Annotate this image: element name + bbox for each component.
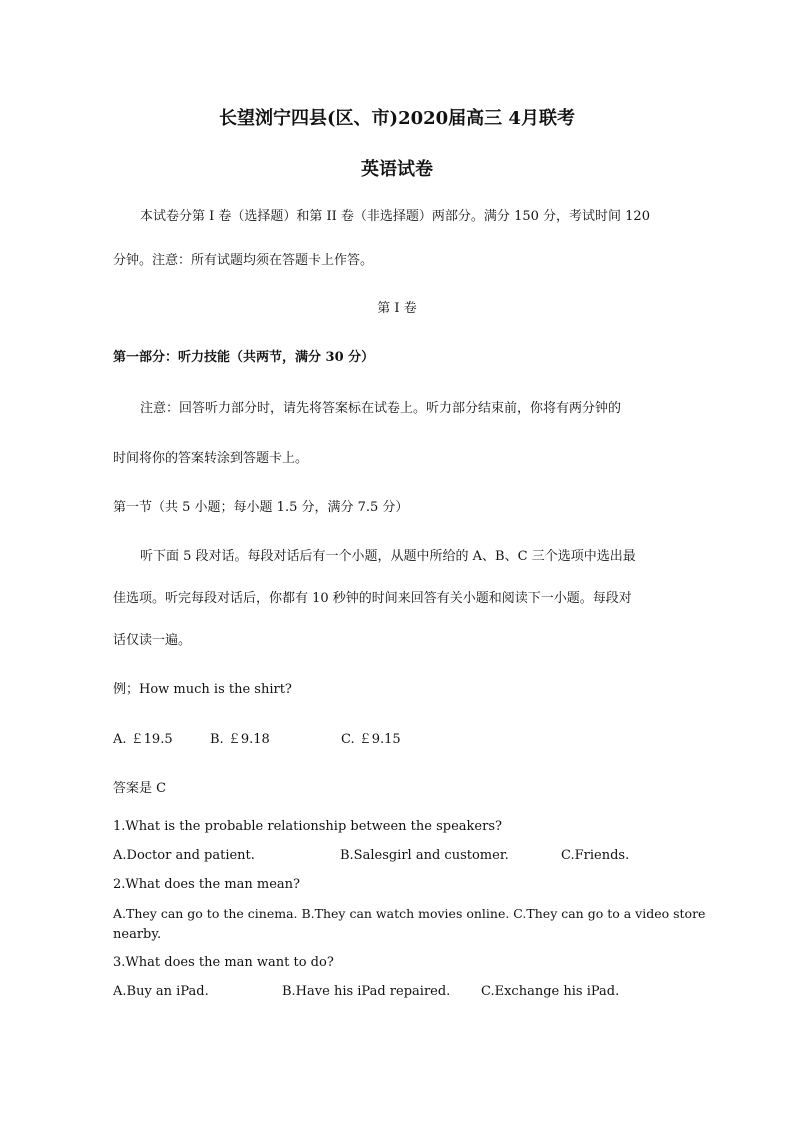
section1-instruction-line-3: 话仅读一遍。 (113, 633, 192, 648)
section1-instruction-line-2: 佳选项。听完每段对话后，你都有 10 秒钟的时间来回答有关小题和阅读下一小题。每段对 (113, 591, 632, 606)
example-option-a: A. ￡19.5 (113, 732, 173, 747)
example-answer: 答案是 C (113, 781, 167, 796)
question-1-option-b: B.Salesgirl and customer. (340, 848, 509, 863)
section1-heading: 第一节（共 5 小题；每小题 1.5 分，满分 7.5 分） (113, 500, 409, 515)
intro-line-2: 分钟。注意：所有试题均须在答题卡上作答。 (113, 253, 374, 268)
section1-instruction-line-1: 听下面 5 段对话。每段对话后有一个小题，从题中所给的 A、B、C 三个选项中选出最 (140, 549, 636, 564)
part1-heading: 第一部分：听力技能（共两节，满分 30 分） (113, 350, 375, 365)
question-2-options-line-2: nearby. (113, 927, 162, 942)
example-option-b: B. ￡9.18 (210, 732, 270, 747)
volume-label: 第 I 卷 (377, 301, 417, 316)
example-option-c: C. ￡9.15 (341, 732, 401, 747)
part1-note-line-1: 注意：回答听力部分时，请先将答案标在试卷上。听力部分结束前，你将有两分钟的 (140, 401, 622, 416)
intro-line-1: 本试卷分第 I 卷（选择题）和第 II 卷（非选择题）两部分。满分 150 分，考试时间 120 (140, 209, 650, 224)
question-3-option-c: C.Exchange his iPad. (481, 984, 620, 999)
exam-title: 长望浏宁四县(区、市)2020届高三 4月联考 (219, 108, 575, 129)
question-2-stem: 2.What does the man mean? (113, 877, 301, 892)
question-3-option-b: B.Have his iPad repaired. (282, 984, 451, 999)
question-3-stem: 3.What does the man want to do? (113, 955, 334, 970)
question-3-option-a: A.Buy an iPad. (113, 984, 209, 999)
exam-subtitle: 英语试卷 (361, 159, 433, 180)
part1-note-line-2: 时间将你的答案转涂到答题卡上。 (113, 451, 309, 466)
question-1-option-c: C.Friends. (561, 848, 630, 863)
example-question: 例；How much is the shirt? (113, 682, 292, 697)
question-1-option-a: A.Doctor and patient. (113, 848, 255, 863)
question-1-stem: 1.What is the probable relationship between the speakers? (113, 819, 502, 834)
question-2-options-line-1: A.They can go to the cinema. B.They can watch movies online. C.They can go to a video store (113, 906, 706, 921)
